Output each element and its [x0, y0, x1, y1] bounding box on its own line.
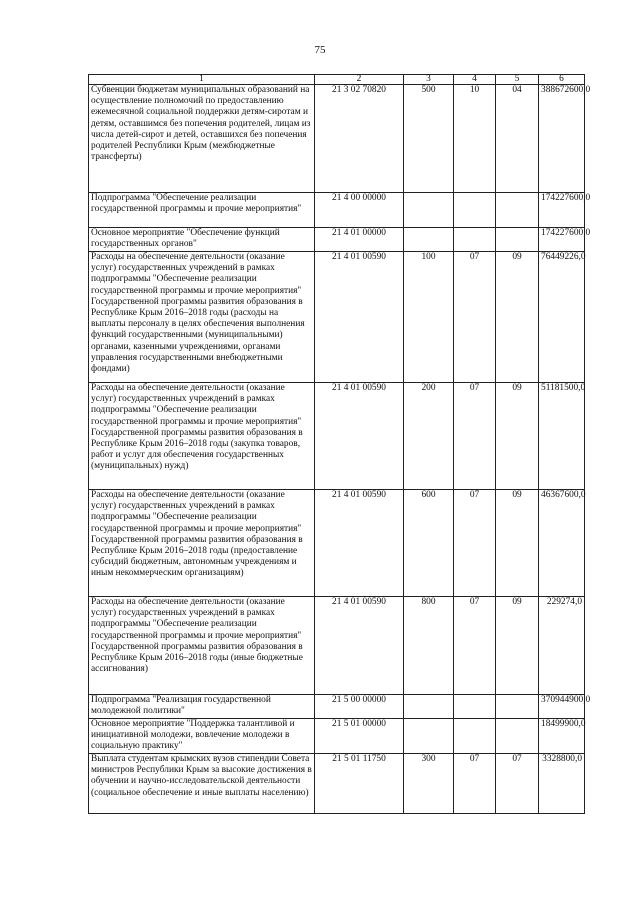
row-sum: 46367600,0	[539, 490, 585, 597]
header-row	[89, 75, 585, 85]
row-code: 21 5 00 00000	[315, 695, 404, 719]
row-subsection	[496, 193, 539, 228]
column-header-section: 4	[454, 75, 496, 85]
table-row	[89, 228, 585, 252]
row-subsection	[496, 719, 539, 754]
row-section: 07	[454, 754, 496, 814]
row-name: Расходы на обеспечение деятельности (оказание услуг) государственных учреждений в рамках подпрограммы "Обеспечение реализации государственной программы и прочие мероприятия" Государственной программы развития образования в Республике Крым 2016–2018 годы (иные бюджетные ассигнования)	[89, 597, 315, 695]
table-row	[89, 383, 585, 490]
row-type: 200	[404, 383, 454, 490]
row-subsection: 09	[496, 597, 539, 695]
row-name: Подпрограмма "Обеспечение реализации государственной программы и прочие мероприятия"	[89, 193, 315, 228]
row-section: 07	[454, 597, 496, 695]
table-row	[89, 597, 585, 695]
row-subsection	[496, 228, 539, 252]
row-name: Выплата студентам крымских вузов стипендии Совета министров Республики Крым за высокие достижения в обучении и научно-исследовательской деятельности (социальное обеспечение и иные выплаты населению)	[89, 754, 315, 814]
table-row	[89, 719, 585, 754]
row-sum: 51181500,0	[539, 383, 585, 490]
table-row	[89, 695, 585, 719]
row-section: 07	[454, 252, 496, 383]
row-name: Подпрограмма "Реализация государственной молодежной политики"	[89, 695, 315, 719]
row-section	[454, 695, 496, 719]
row-type: 100	[404, 252, 454, 383]
table-row	[89, 193, 585, 228]
row-subsection: 09	[496, 490, 539, 597]
row-sum: 76449226,0	[539, 252, 585, 383]
row-code: 21 4 01 00590	[315, 383, 404, 490]
column-header-subsection: 5	[496, 75, 539, 85]
row-type: 300	[404, 754, 454, 814]
row-subsection: 09	[496, 383, 539, 490]
row-section	[454, 228, 496, 252]
column-header-code: 2	[315, 75, 404, 85]
row-section	[454, 719, 496, 754]
row-name: Расходы на обеспечение деятельности (оказание услуг) государственных учреждений в рамках подпрограммы "Обеспечение реализации государственной программы и прочие мероприятия" Государственной программы развития образования в Республике Крым 2016–2018 годы (предоставление субсидий бюджетным, автономным учреждениям и иным некоммерческим организациям)	[89, 490, 315, 597]
row-section: 07	[454, 490, 496, 597]
row-name: Субвенции бюджетам муниципальных образований на осуществление полномочий по предоставлению ежемесячной социальной поддержки детям-сиротам и детям, оставшимся без попечения родителей, лицам из числа детей-сирот и детей, оставшихся без попечения родителей Республики Крым (межбюджетные трансферты)	[89, 85, 315, 193]
row-subsection: 04	[496, 85, 539, 193]
row-name: Расходы на обеспечение деятельности (оказание услуг) государственных учреждений в рамках подпрограммы "Обеспечение реализации государственной программы и прочие мероприятия" Государственной программы развития образования в Республике Крым 2016–2018 годы (расходы на выплаты персоналу в целях обеспечения выполнения функций государственными (муниципальными) органами, казенными учреждениями, органами управления государственными внебюджетными фондами)	[89, 252, 315, 383]
row-section: 10	[454, 85, 496, 193]
row-sum: 3328800,0	[539, 754, 585, 814]
table-row	[89, 85, 585, 193]
row-name: Расходы на обеспечение деятельности (оказание услуг) государственных учреждений в рамках подпрограммы "Обеспечение реализации государственной программы и прочие мероприятия" Государственной программы развития образования в Республике Крым 2016–2018 годы (закупка товаров, работ и услуг для обеспечения государственных (муниципальных) нужд)	[89, 383, 315, 490]
row-code: 21 4 01 00590	[315, 490, 404, 597]
column-header-name: 1	[89, 75, 315, 85]
row-subsection	[496, 695, 539, 719]
table-row	[89, 252, 585, 383]
row-type: 800	[404, 597, 454, 695]
column-header-sum: 6	[539, 75, 585, 85]
row-sum: 174227600,0	[539, 228, 585, 252]
row-type: 600	[404, 490, 454, 597]
row-subsection: 07	[496, 754, 539, 814]
row-name: Основное мероприятие "Поддержка талантливой и инициативной молодежи, вовлечение молодежи в социальную практику"	[89, 719, 315, 754]
table-row	[89, 490, 585, 597]
row-sum: 174227600,0	[539, 193, 585, 228]
row-name: Основное мероприятие "Обеспечение функций государственных органов"	[89, 228, 315, 252]
column-header-type: 3	[404, 75, 454, 85]
row-sum: 18499900,0	[539, 719, 585, 754]
row-subsection: 09	[496, 252, 539, 383]
row-sum: 229274,0	[539, 597, 585, 695]
row-code: 21 4 01 00590	[315, 597, 404, 695]
row-code: 21 3 02 70820	[315, 85, 404, 193]
row-section	[454, 193, 496, 228]
row-type: 500	[404, 85, 454, 193]
budget-table	[88, 74, 591, 814]
row-code: 21 4 00 00000	[315, 193, 404, 228]
row-type	[404, 719, 454, 754]
table-row	[89, 754, 585, 814]
row-section: 07	[454, 383, 496, 490]
row-code: 21 5 01 11750	[315, 754, 404, 814]
row-sum: 370944900,0	[539, 695, 585, 719]
row-type	[404, 193, 454, 228]
row-code: 21 5 01 00000	[315, 719, 404, 754]
row-type	[404, 228, 454, 252]
row-code: 21 4 01 00000	[315, 228, 404, 252]
row-type	[404, 695, 454, 719]
page-number: 75	[314, 44, 326, 56]
row-sum: 388672600,0	[539, 85, 585, 193]
row-code: 21 4 01 00590	[315, 252, 404, 383]
